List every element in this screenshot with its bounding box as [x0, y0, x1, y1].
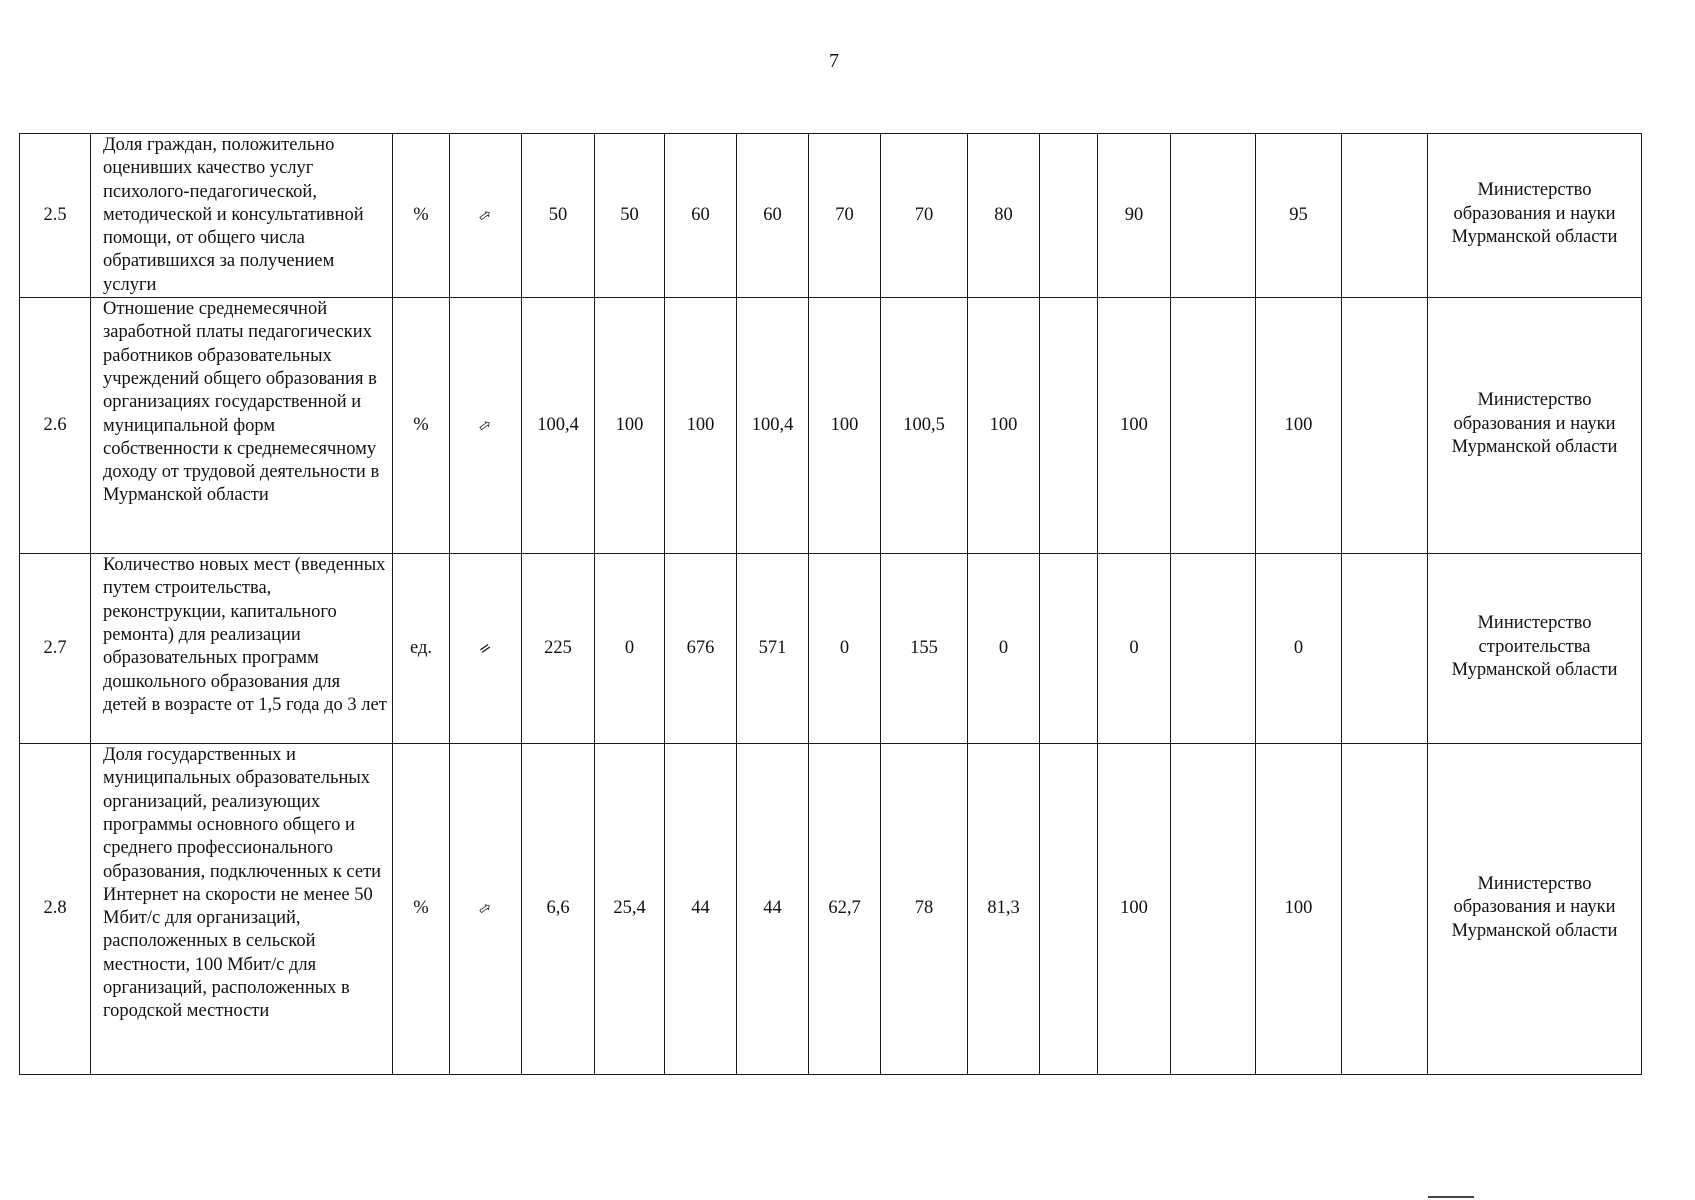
value-cell: 60	[737, 134, 809, 298]
value-cell: 571	[737, 554, 809, 744]
table-row	[20, 298, 1642, 554]
value-cell: 100	[665, 298, 737, 554]
value-cell: 0	[1256, 554, 1342, 744]
value-cell: 81,3	[968, 744, 1040, 1075]
value-cell: 6,6	[522, 744, 595, 1075]
unit-cell: %	[393, 744, 450, 1075]
value-cell: 78	[881, 744, 968, 1075]
indicator-name: Количество новых мест (введенных путем строительства, реконструкции, капитального ремонта) для реализации образовательных программ дошкольного образования для детей в возрасте от 1,5 года до 3 лет	[91, 554, 393, 744]
indicator-name: Отношение среднемесячной заработной платы педагогических работников образовательных учреждений общего образования в организациях государственной и муниципальной форм собственности к среднемесячному доходу от трудовой деятельности в Мурманской области	[91, 298, 393, 554]
value-cell: 100	[1256, 744, 1342, 1075]
value-cell: 100,5	[881, 298, 968, 554]
executor-cell: Министерство образования и науки Мурманской области	[1428, 744, 1642, 1075]
value-cell	[1342, 298, 1428, 554]
value-cell: 100	[968, 298, 1040, 554]
value-cell: 0	[968, 554, 1040, 744]
value-cell	[1040, 744, 1098, 1075]
value-cell: 70	[881, 134, 968, 298]
table-row	[20, 134, 1642, 298]
value-cell: 155	[881, 554, 968, 744]
value-cell	[1342, 134, 1428, 298]
trend-arrow-icon: ⇨	[474, 204, 496, 226]
row-number: 2.5	[20, 134, 91, 298]
value-cell: 225	[522, 554, 595, 744]
value-cell: 50	[522, 134, 595, 298]
indicator-name: Доля государственных и муниципальных образовательных организаций, реализующих программы основного общего и среднего профессионального образования, подключенных к сети Интернет на скорости не менее 50 Мбит/с для организаций, расположенных в сельской местности, 100 Мбит/с для организаций, расположенных в городской местности	[91, 744, 393, 1075]
value-cell: 80	[968, 134, 1040, 298]
value-cell: 60	[665, 134, 737, 298]
value-cell: 95	[1256, 134, 1342, 298]
value-cell	[1342, 744, 1428, 1075]
trend-arrow-icon: ⇨	[474, 414, 496, 437]
value-cell	[1040, 554, 1098, 744]
executor-cell: Министерство образования и науки Мурманской области	[1428, 134, 1642, 298]
indicator-name: Доля граждан, положительно оценивших качество услуг психолого-педагогической, методической и консультативной помощи, от общего числа обратившихся за получением услуги	[91, 134, 393, 298]
executor-cell: Министерство строительства Мурманской области	[1428, 554, 1642, 744]
value-cell: 44	[737, 744, 809, 1075]
value-cell: 100	[595, 298, 665, 554]
value-cell: 62,7	[809, 744, 881, 1075]
unit-cell: %	[393, 298, 450, 554]
value-cell	[1171, 298, 1256, 554]
table-row	[20, 554, 1642, 744]
value-cell: 100	[1098, 744, 1171, 1075]
table-row	[20, 744, 1642, 1075]
value-cell: 100	[1256, 298, 1342, 554]
trend-cell	[450, 298, 522, 554]
value-cell: 100	[809, 298, 881, 554]
value-cell: 100	[1098, 298, 1171, 554]
trend-cell	[450, 744, 522, 1075]
value-cell: 100,4	[522, 298, 595, 554]
value-cell: 676	[665, 554, 737, 744]
value-cell: 0	[809, 554, 881, 744]
value-cell: 50	[595, 134, 665, 298]
trend-equal-icon: =	[474, 637, 496, 660]
page-number: 7	[829, 50, 839, 72]
value-cell: 0	[595, 554, 665, 744]
row-number: 2.8	[20, 744, 91, 1075]
indicators-table	[19, 133, 1642, 1075]
value-cell: 0	[1098, 554, 1171, 744]
value-cell	[1040, 298, 1098, 554]
value-cell	[1342, 554, 1428, 744]
row-number: 2.7	[20, 554, 91, 744]
trend-arrow-icon: ⇨	[474, 897, 496, 920]
unit-cell: ед.	[393, 554, 450, 744]
trend-cell	[450, 554, 522, 744]
value-cell: 70	[809, 134, 881, 298]
value-cell: 44	[665, 744, 737, 1075]
value-cell	[1171, 744, 1256, 1075]
scan-artifact-line	[1428, 1196, 1474, 1198]
value-cell	[1171, 134, 1256, 298]
value-cell: 25,4	[595, 744, 665, 1075]
row-number: 2.6	[20, 298, 91, 554]
unit-cell: %	[393, 134, 450, 298]
executor-cell: Министерство образования и науки Мурманской области	[1428, 298, 1642, 554]
trend-cell	[450, 134, 522, 298]
value-cell: 100,4	[737, 298, 809, 554]
value-cell: 90	[1098, 134, 1171, 298]
value-cell	[1171, 554, 1256, 744]
value-cell	[1040, 134, 1098, 298]
